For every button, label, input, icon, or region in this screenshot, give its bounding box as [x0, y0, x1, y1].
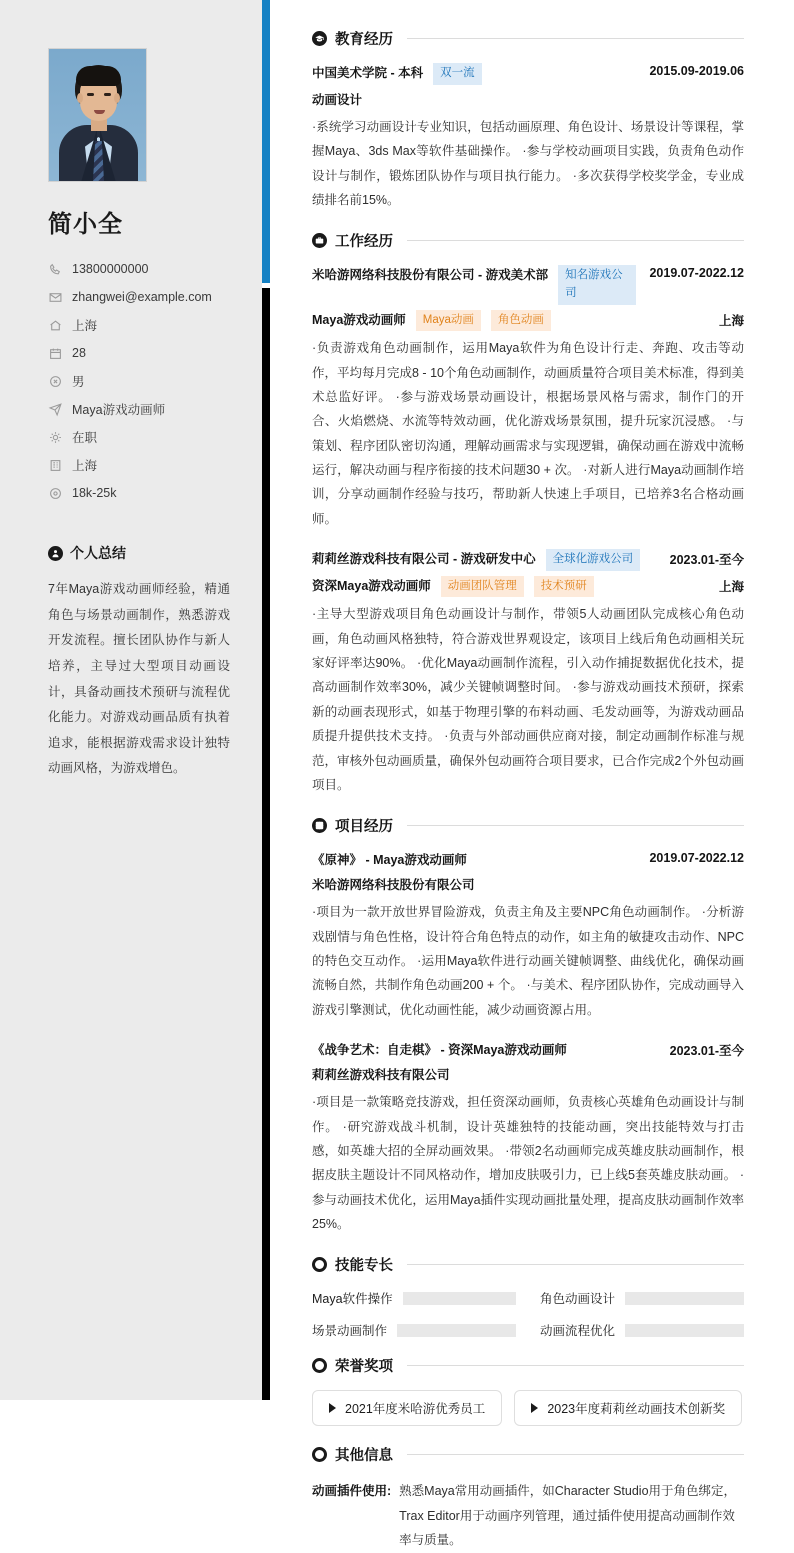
work-date: 2023.01-至今	[669, 553, 744, 568]
contact-value: Maya游戏动画师	[72, 403, 166, 417]
skills-title: 技能专长	[335, 1258, 393, 1275]
contact-item-salary	[48, 479, 230, 507]
play-triangle-icon	[329, 1403, 336, 1413]
contact-value: 上海	[72, 459, 98, 473]
honor-label: 2021年度米哈游优秀员工	[345, 1402, 486, 1417]
work-entry	[312, 265, 744, 531]
role-tag: 动画团队管理	[441, 576, 524, 597]
projects-header	[312, 815, 744, 836]
contact-value: 上海	[72, 319, 98, 333]
person-name: 简小全	[48, 211, 123, 238]
project-desc: ·项目为一款开放世界冒险游戏，负责主角及主要NPC角色动画制作。 ·分析游戏剧情与角色性格，设计符合角色特点的动作，如主角的敏捷攻击动作、NPC的特色交互动作。 ·运用Maya软件进行动画关键帧调整、曲线优化，确保动画流畅自然，共制作角色动画200 + 个。 ·与美术、程序团队协作，完成动画导入游戏引擎测试，优化动画性能，减少动画资源占用。	[312, 905, 744, 1017]
education-entry	[312, 63, 744, 212]
skill-name: 角色动画设计	[540, 1292, 616, 1307]
section-education	[312, 28, 744, 212]
divider	[407, 825, 744, 826]
education-date: 2015.09-2019.06	[649, 64, 744, 78]
contact-value: 28	[72, 346, 86, 360]
contact-item-phone	[48, 255, 230, 283]
section-honors	[312, 1355, 744, 1426]
project-name: 《战争艺术：自走棋》 - 资深Maya游戏动画师	[312, 1043, 567, 1058]
other-header	[312, 1444, 744, 1465]
company-name: 米哈游网络科技股份有限公司 - 游戏美术部	[312, 268, 549, 283]
salary-icon	[48, 486, 62, 500]
job-role: 资深Maya游戏动画师	[312, 579, 431, 593]
skill-name: 场景动画制作	[312, 1324, 388, 1339]
grid-icon	[312, 818, 327, 833]
portrait-photo	[48, 48, 147, 182]
info-badge-icon	[312, 1447, 327, 1462]
honors-list	[312, 1390, 744, 1426]
divider	[407, 1454, 744, 1455]
company-tag: 全球化游戏公司	[546, 549, 641, 571]
summary-title-text: 个人总结	[70, 545, 126, 561]
school-tag: 双一流	[433, 63, 482, 85]
briefcase-icon	[312, 233, 327, 248]
other-item	[312, 1479, 744, 1552]
skills-grid	[312, 1289, 744, 1339]
sidebar	[0, 0, 262, 1400]
honors-header	[312, 1355, 744, 1376]
skill-name: 动画流程优化	[540, 1324, 616, 1339]
role-tag: Maya动画	[416, 310, 481, 331]
skill-bar-track	[625, 1292, 744, 1305]
project-date: 2019.07-2022.12	[649, 851, 744, 866]
building-icon	[48, 458, 62, 472]
honors-title: 荣誉奖项	[335, 1359, 393, 1376]
other-title: 其他信息	[335, 1448, 393, 1465]
contact-value: 18k-25k	[72, 486, 117, 500]
bar-chart-icon	[312, 1257, 327, 1272]
divider	[407, 1365, 744, 1366]
section-skills	[312, 1254, 744, 1339]
main-content	[262, 0, 794, 1548]
skill-bar-track	[403, 1292, 516, 1305]
skill-item	[540, 1289, 744, 1307]
project-name: 《原神》 - Maya游戏动画师	[312, 853, 467, 868]
skill-bar-track	[397, 1324, 516, 1337]
education-title: 教育经历	[335, 32, 393, 48]
gear-icon	[48, 430, 62, 444]
skills-header	[312, 1254, 744, 1275]
accent-bar-black	[262, 288, 270, 1400]
contact-value: 在职	[72, 431, 98, 445]
divider	[407, 38, 744, 39]
section-work	[312, 230, 744, 797]
skill-item	[312, 1321, 516, 1339]
graduation-cap-icon	[312, 31, 327, 46]
summary-text: 7年Maya游戏动画师经验，精通角色与场景动画制作，熟悉游戏开发流程。擅长团队协作与新人培养，主导过大型项目动画设计，具备动画技术预研与流程优化能力。对游戏动画品质有执着追求，能根据游戏需求设计独特动画风格，为游戏增色。	[48, 582, 230, 776]
company-name: 莉莉丝游戏科技有限公司 - 游戏研发中心	[312, 552, 536, 567]
skill-name: Maya软件操作	[312, 1292, 393, 1307]
person-icon	[48, 546, 63, 561]
contact-item-city	[48, 311, 230, 339]
company-tag: 知名游戏公司	[558, 265, 636, 305]
contact-value: 13800000000	[72, 262, 149, 276]
divider	[407, 1264, 744, 1265]
play-triangle-icon	[531, 1403, 538, 1413]
project-company: 莉莉丝游戏科技有限公司	[312, 1068, 450, 1083]
contact-list	[48, 255, 230, 507]
job-role: Maya游戏动画师	[312, 312, 406, 327]
project-entry	[312, 1040, 744, 1236]
projects-title: 项目经历	[335, 819, 393, 836]
contact-item-position	[48, 395, 230, 423]
contact-value: zhangwei@example.com	[72, 290, 212, 304]
skill-item	[540, 1321, 744, 1339]
contact-item-age	[48, 339, 230, 367]
work-desc: ·负责游戏角色动画制作，运用Maya软件为角色设计行走、奔跑、攻击等动作，平均每月完成8 - 10个角色动画制作，动画质量符合项目美术标准，得到美术总监好评。 ·参与游戏场景动画设计，根据场景风格与需求，制作门的开合、火焰燃烧、水流等特效动画，优化游戏场景氛围，提升玩家沉浸感。 ·与策划、程序团队密切沟通，理解动画需求与实现逻辑，确保动画在游戏中流畅运行，解决动画与程序衔接的技术问题30 + 次。 ·对新人进行Maya动画制作培训，分享动画制作经验与技巧，帮助新人快速上手项目，已培养3名合格动画师。	[312, 341, 744, 526]
honor-label: 2023年度莉莉丝动画技术创新奖	[547, 1402, 726, 1417]
project-desc: ·项目是一款策略竞技游戏，担任资深动画师，负责核心英雄角色动画设计与制作。 ·研究游戏战斗机制，设计英雄独特的技能动画，突出技能特效与打击感，如英雄大招的全屏动画效果。 ·带领2名动画师完成英雄皮肤动画制作，根据皮肤主题设计不同风格动作，增加皮肤吸引力，已上线5套英雄皮肤动画。 ·参与动画技术优化，运用Maya插件实现动画批量处理，提高皮肤动画制作效率25%。	[312, 1095, 744, 1231]
role-tag: 技术预研	[534, 576, 594, 597]
home-icon	[48, 318, 62, 332]
trophy-icon	[312, 1358, 327, 1373]
project-date: 2023.01-至今	[669, 1044, 744, 1059]
other-key: 动画插件使用:	[312, 1484, 392, 1499]
contact-item-work-city	[48, 451, 230, 479]
accent-bar-blue	[262, 0, 270, 283]
school-name: 中国美术学院 - 本科	[312, 66, 424, 80]
work-desc: ·主导大型游戏项目角色动画设计与制作，带领5人动画团队完成核心角色动画，角色动画风格独特，符合游戏世界观设定，该项目上线后角色动画相关玩家好评率达90%。 ·优化Maya动画制作流程，引入动作捕捉数据优化技术，提高动画制作效率30%，减少关键帧调整时间。 ·参与游戏动画技术预研，探索新的动画表现形式，如基于物理引擎的布料动画、毛发动画等，为游戏动画品质提升提供技术支持。 ·负责与外部动画供应商对接，制定动画制作标准与规范，审核外包动画质量，确保外包动画符合项目要求，已合作完成2个外包动画项目。	[312, 607, 744, 792]
skill-bar-track	[625, 1324, 744, 1337]
work-location: 上海	[718, 580, 744, 594]
calendar-icon	[48, 346, 62, 360]
gender-icon	[48, 374, 62, 388]
work-header	[312, 230, 744, 251]
envelope-icon	[48, 290, 62, 304]
honor-item[interactable]	[312, 1390, 502, 1426]
role-tag: 角色动画	[491, 310, 551, 331]
phone-icon	[48, 262, 62, 276]
summary-section-title	[48, 543, 230, 563]
education-header	[312, 28, 744, 49]
major: 动画设计	[312, 92, 363, 107]
honor-item[interactable]	[514, 1390, 742, 1426]
section-projects	[312, 815, 744, 1236]
contact-item-email	[48, 283, 230, 311]
contact-item-gender	[48, 367, 230, 395]
section-other	[312, 1444, 744, 1552]
skill-item	[312, 1289, 516, 1307]
work-entry	[312, 549, 744, 797]
contact-value: 男	[72, 375, 85, 389]
paper-plane-icon	[48, 402, 62, 416]
project-company: 米哈游网络科技股份有限公司	[312, 878, 475, 893]
work-location: 上海	[718, 313, 744, 328]
work-title: 工作经历	[335, 234, 393, 251]
divider	[407, 240, 744, 241]
work-date: 2019.07-2022.12	[649, 266, 744, 281]
other-value: 熟悉Maya常用动画插件，如Character Studio用于角色绑定，Trax Editor用于动画序列管理，通过插件使用提高动画制作效率与质量。	[399, 1484, 737, 1548]
project-entry	[312, 850, 744, 1022]
contact-item-status	[48, 423, 230, 451]
education-desc: ·系统学习动画设计专业知识，包括动画原理、角色设计、场景设计等课程，掌握Maya、3ds Max等软件基础操作。 ·参与学校动画项目实践，负责角色动作设计与制作，锻炼团队协作与项目执行能力。 ·多次获得学校奖学金，专业成绩排名前15%。	[312, 119, 744, 207]
